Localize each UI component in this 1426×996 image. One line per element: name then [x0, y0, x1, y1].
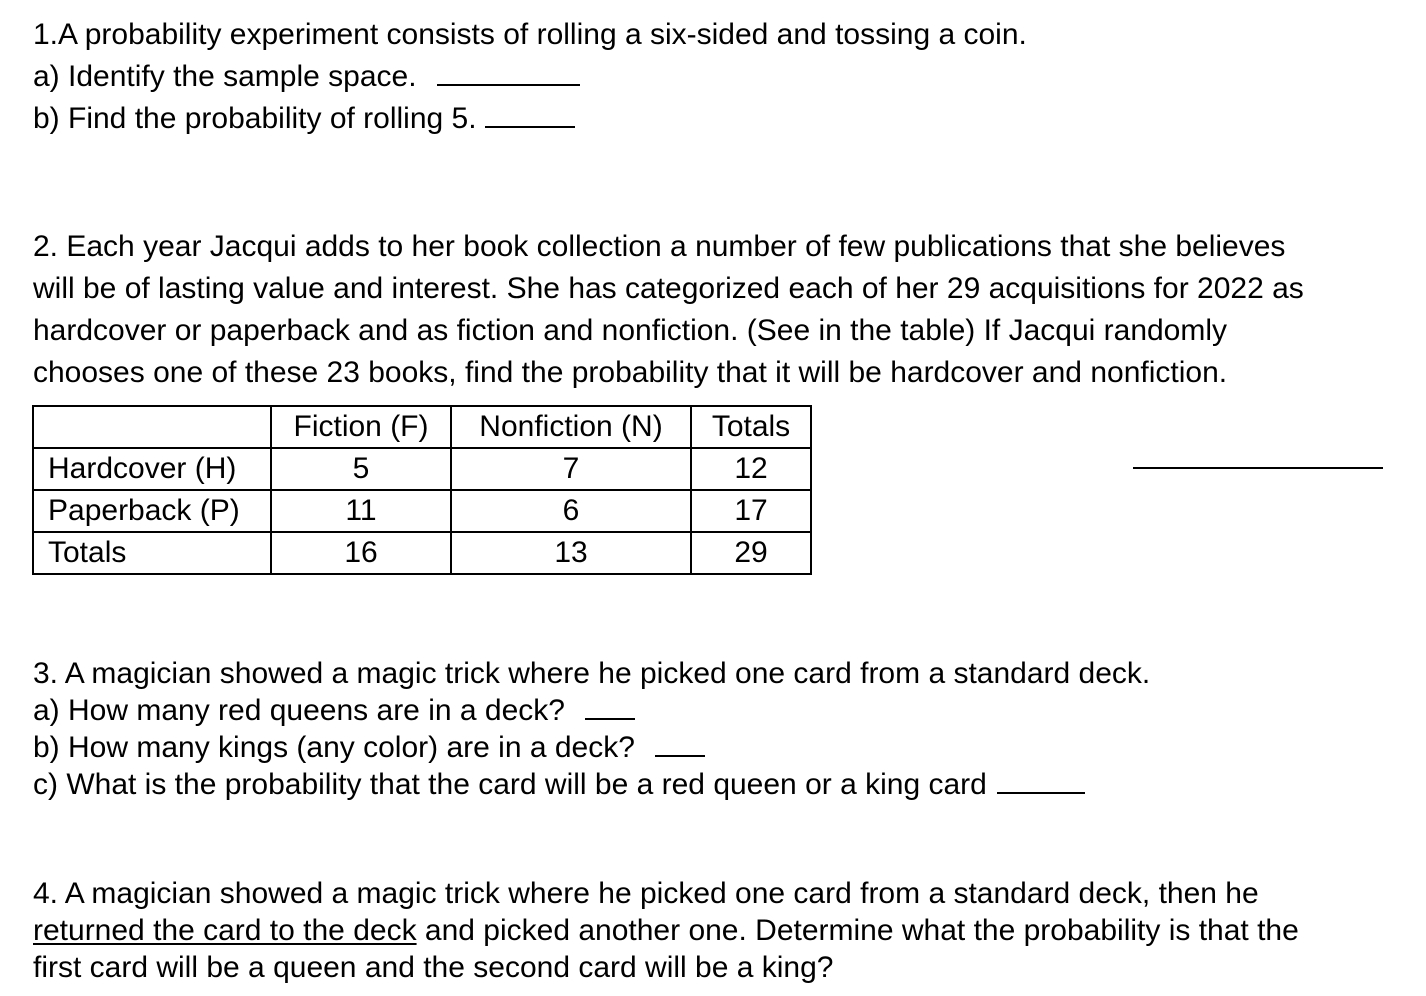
- q1-b-answer-blank[interactable]: [485, 125, 575, 128]
- table-row: [33, 490, 811, 532]
- table-header-cell: Fiction (F): [271, 406, 451, 448]
- table-header-row: [33, 406, 811, 448]
- table-header-cell: [33, 406, 271, 448]
- q2-line-1: 2. Each year Jacqui adds to her book collection a number of few publications that she believes: [33, 230, 1286, 263]
- table-cell: 13: [451, 532, 691, 574]
- q3-c-answer-blank[interactable]: [997, 791, 1085, 794]
- q2-answer-blank[interactable]: [1133, 467, 1383, 469]
- q4-line-2-rest: and picked another one. Determine what the probability is that the: [416, 914, 1299, 947]
- q4-line-1: 4. A magician showed a magic trick where he picked one card from a standard deck, then he: [33, 877, 1259, 910]
- table-cell: 6: [451, 490, 691, 532]
- q4-line-3: first card will be a queen and the second card will be a king?: [33, 951, 834, 984]
- q2-line-4: chooses one of these 23 books, find the probability that it will be hardcover and nonfiction.: [33, 356, 1228, 389]
- table-header-cell: Totals: [691, 406, 811, 448]
- table-cell: 29: [691, 532, 811, 574]
- q3-part-b: [33, 730, 705, 766]
- q3-b-answer-blank[interactable]: [655, 754, 705, 757]
- table-row: [33, 532, 811, 574]
- q3-part-a: [33, 693, 635, 729]
- table-cell: 5: [271, 448, 451, 490]
- table-row-label: Paperback (P): [33, 490, 271, 532]
- q1-part-a-text: a) Identify the sample space.: [33, 60, 417, 93]
- q2-line-3: hardcover or paperback and as fiction and nonfiction. (See in the table) If Jacqui randomly: [33, 314, 1228, 347]
- table-cell: 11: [271, 490, 451, 532]
- q3-a-answer-blank[interactable]: [585, 717, 635, 720]
- q1-stem-text: 1.A probability experiment consists of rolling a six-sided and tossing a coin.: [33, 18, 1027, 51]
- q1-part-b: [33, 101, 575, 137]
- q1-part-b-text: b) Find the probability of rolling 5.: [33, 102, 477, 135]
- q1-stem: [33, 17, 1027, 53]
- table-row-label: Hardcover (H): [33, 448, 271, 490]
- q3-part-c-text: c) What is the probability that the card will be a red queen or a king card: [33, 768, 987, 801]
- table-row: [33, 448, 811, 490]
- q1-part-a: [33, 59, 580, 95]
- table-row-label: Totals: [33, 532, 271, 574]
- q3-part-a-text: a) How many red queens are in a deck?: [33, 694, 565, 727]
- q4-line-2: [33, 913, 1299, 949]
- q4-underlined-phrase: returned the card to the deck: [33, 914, 417, 947]
- table-header-cell: Nonfiction (N): [451, 406, 691, 448]
- book-table: [32, 405, 812, 575]
- table-cell: 16: [271, 532, 451, 574]
- q3-part-c: [33, 767, 1085, 803]
- q3-part-b-text: b) How many kings (any color) are in a deck?: [33, 731, 635, 764]
- table-cell: 7: [451, 448, 691, 490]
- table-cell: 17: [691, 490, 811, 532]
- q3-stem: 3. A magician showed a magic trick where he picked one card from a standard deck.: [33, 657, 1151, 690]
- q1-a-answer-blank[interactable]: [437, 83, 580, 86]
- q2-line-2: will be of lasting value and interest. She has categorized each of her 29 acquisitions for 2022 as: [33, 272, 1304, 305]
- table-cell: 12: [691, 448, 811, 490]
